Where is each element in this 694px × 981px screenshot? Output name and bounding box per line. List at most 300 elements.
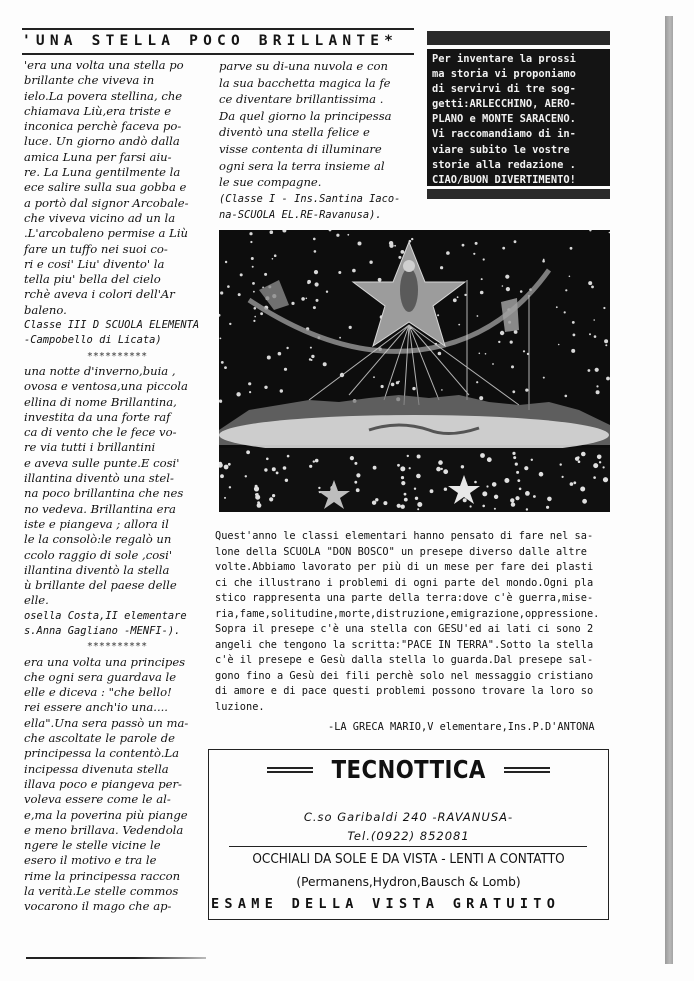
star-dot [573,334,576,337]
advert-divider [229,846,587,847]
star-dot [372,501,376,505]
star-dot [597,455,602,460]
story-line: incipessa divenuta stella [24,761,169,776]
star-dot [593,476,596,479]
story-line: e meno brillava. Vedendola [24,822,184,837]
star-dot [458,324,460,326]
star-dot [603,307,605,309]
star-dot [473,253,475,255]
star-dot [462,244,465,247]
star-dot [498,341,500,343]
star-dot [278,352,282,356]
article-line: Quest'anno le classi elementari hanno pensato di fare nel sa- [215,530,594,542]
star-dot [255,495,260,500]
star-dot [286,347,288,349]
story-line: ccolo raggio di sole ,cosi' [24,547,173,562]
star-dot [524,466,528,470]
star-dot [310,347,312,349]
star-dot [254,307,257,310]
star-dot [224,366,227,369]
star-dot [415,497,418,500]
info-line: Per inventare la prossi [432,53,576,65]
star-dot [594,335,597,338]
star-dot [547,497,552,502]
star-dot [569,276,571,278]
star-dot [236,392,240,396]
star-dot [486,485,488,487]
star-dot [381,385,384,388]
star-dot [596,385,598,387]
star-dot [252,266,254,268]
star-dot [238,293,241,296]
star-dot [313,460,315,462]
star-dot [229,486,231,488]
star-dot [274,254,277,257]
article-line: ci che illustrano i problemi di ogni parte del mondo.Ogni pla [215,576,594,589]
star-dot [315,459,319,463]
story-line: re. La Luna gentilmente la [24,165,181,180]
story-line: diventò una stella felice e [219,125,370,140]
star-dot [542,260,545,263]
star-dot [417,455,421,459]
article-signature: -LA GRECA MARIO,V elementare,Ins.P.D'ANTONA [328,721,595,733]
star-dot [269,497,273,501]
story-signature: Classe III D SCUOLA ELEMENTA [24,319,200,332]
star-dot [250,241,252,243]
star-dot [492,363,494,365]
story-line: fare un tuffo nei suoi co- [24,241,168,256]
star-dot [314,250,317,253]
star-dot [284,368,287,371]
star-dot [254,486,259,491]
story-line: ù brillante del paese delle [24,578,177,593]
star-dot [407,455,409,457]
star-dot [276,472,279,475]
star-dot [533,495,536,498]
star-dot [595,368,599,372]
star-dot [511,502,515,506]
left-column [24,58,210,915]
star-dot [494,495,498,499]
story-line: no vedeva. Brillantina era [24,501,176,516]
story-line: rime la principessa raccon [24,868,181,883]
star-dot [417,508,419,510]
star-dot [500,331,504,335]
star-dot [512,390,515,393]
advert-phone: Tel.(0922) 852081 [347,829,470,843]
star-dot [506,287,510,291]
star-dot [565,395,568,398]
story-line: tella piu' bella del cielo [24,272,161,287]
star-dot [502,285,504,287]
story-line: le la consolò:le regalò un [24,532,172,547]
star-dot [285,479,288,482]
star-dot [220,338,222,340]
star-dot [481,278,483,280]
info-line: CIAO/BUON DIVERTIMENTO! [432,173,576,186]
story-line: visse contenta di illuminare [219,141,382,156]
star-dot [461,465,464,468]
star-dot [248,382,251,385]
star-dot [401,250,405,254]
star-dot [252,282,255,285]
info-box-text [432,52,608,188]
star-dot [525,389,528,392]
star-dot [441,389,443,391]
article-line: Sopra il presepe c'è una stella con GESU'ed ai lati ci sono 2 [215,623,594,635]
star-dot [280,389,283,392]
star-dot [220,474,224,478]
star-dot [224,497,226,499]
star-dot [525,491,530,496]
star-dot [412,387,415,390]
star-dot [356,488,360,492]
star-dot [246,450,250,454]
article-line: gono fino a Gesù dei fili perchè solo nel messaggio cristiano [215,669,594,682]
star-dot [416,474,421,479]
star-dot [287,455,290,458]
star-dot [401,476,404,479]
star-dot [440,266,443,269]
star-dot [224,465,229,470]
star-dot [543,377,545,379]
star-dot [519,488,522,491]
star-dot [358,242,362,246]
star-dot [599,461,601,463]
star-dot [573,481,576,484]
star-dot [523,350,525,352]
star-dot [313,238,316,241]
star-dot [483,258,485,260]
story-line: baleno. [24,302,67,317]
star-dot [227,285,230,288]
tecnottica-advert [208,749,609,920]
star-dot [398,381,400,383]
decorative-double-rule [504,767,550,773]
star-dot [373,466,377,470]
nativity-photo [219,230,610,512]
star-dot [578,460,581,463]
star-dot [582,499,587,504]
star-dot [457,296,459,298]
star-dot [546,506,549,509]
star-dot [593,319,595,321]
star-dot [339,337,341,339]
story-line: elle. [24,593,49,608]
star-dot [245,475,247,477]
bottom-rule [26,957,206,959]
star-dot [314,270,318,274]
star-dot [514,240,517,243]
info-box [427,31,610,199]
star-dot [565,289,567,291]
story-line: voleva essere come le al- [24,792,171,807]
star-dot [480,453,485,458]
middle-column [219,58,415,224]
star-dot [375,498,378,501]
star-dot [398,256,401,259]
star-dot [257,503,262,508]
star-dot [505,275,509,279]
star-dot [443,469,448,474]
info-box-gap [427,45,610,49]
info-line: PLANO e MONTE SARACENO. [432,113,576,126]
star-dot [571,349,575,353]
story-line: le sue compagne. [219,175,322,190]
star-dot [301,297,305,301]
star-dot [438,352,442,356]
star-dot [482,491,487,496]
article-line: ria,fame,solitudine,morte,distruzione,emigrazione,oppressione. [215,607,600,620]
star-dot [409,467,411,469]
star-dot [228,463,231,466]
decorative-double-rule [267,767,313,773]
story-signature: na-SCUOLA EL.RE-Ravanusa). [219,209,382,222]
separator: ********** [86,641,148,653]
story-line: a portò dal signor Arcobale- [24,195,189,210]
story-line: ri e cosi' Liu' divento' la [24,256,165,271]
star-dot [383,501,387,505]
star-dot [264,273,267,276]
star-dot [492,482,497,487]
star-dot [591,286,594,289]
info-line: Vi raccomandiamo di in- [432,128,576,141]
story-line: ce diventare brillantissima . [219,92,384,107]
story-line: illava poco e piangeva per- [24,776,182,791]
article-line: volte.Abbiamo lavorato per più di un mese per fare dei plasti [215,561,594,573]
story-signature: osella Costa,II elementare [24,609,187,622]
star-dot [400,466,405,471]
star-dot [596,390,600,394]
star-dot [369,261,372,264]
star-dot [526,508,528,510]
story-line: ogni sera la terra insieme al [219,158,385,173]
advert-products: OCCHIALI DA SOLE E DA VISTA - LENTI A CONTATTO [252,852,565,867]
star-dot [605,344,607,346]
star-dot [470,505,472,507]
star-dot [397,504,401,508]
star-dot [417,502,422,507]
scan-edge-shadow [665,16,673,964]
star-dot [404,498,408,502]
star-dot [570,482,574,486]
advert-offer: ESAME DELLA VISTA GRATUITO [211,896,561,912]
star-dot [564,311,566,313]
star-dot [446,251,450,255]
star-dot [515,496,519,500]
star-dot [318,487,320,489]
star-dot [240,273,243,276]
story-line: ca di vento che le fece vo- [24,425,177,440]
story-line: 'era una volta una stella po [24,58,184,72]
star-dot [510,341,513,344]
star-dot [504,478,509,483]
star-dot [558,344,560,346]
star-dot [414,488,416,490]
star-dot [229,323,231,325]
star-dot [441,468,443,470]
star-dot [266,458,269,461]
star-dot [354,462,357,465]
star-dot [588,369,591,372]
star-dot [476,381,478,383]
story-line: ielo.La povera stellina, che [24,88,183,103]
story-line: parve su di-una nuvola e con [219,59,388,73]
star-dot [264,386,267,389]
star-dot [575,457,579,461]
advert-address: C.so Garibaldi 240 -RAVANUSA- [303,810,514,824]
star-dot [479,353,481,355]
article-line: di amore e di pace questi problemi possono trovare la loro so [215,685,594,697]
star-dot [272,467,276,471]
star-dot [581,452,586,457]
star-dot [562,476,564,478]
headline-rule-bottom [22,53,414,55]
story-line: illantina diventò una stel- [24,471,174,486]
story-line: rchè aveva i colori dell'Ar [24,287,175,302]
story-line: elle e diceva : "che bello! [24,685,172,700]
star-dot [313,306,316,309]
story-principessa-part1 [24,655,210,915]
article-line: angeli che tengono la scritta:"PACE IN TERRA".Sotto la stella [215,638,594,651]
star-dot [556,306,558,308]
star-dot [482,505,485,508]
story-line: ece salire sulla sua gobba e [24,180,187,195]
story-signature: -Campobello di Licata) [24,334,162,347]
star-dot [270,230,274,234]
star-dot [593,463,598,468]
info-box-band [427,189,610,199]
star-dot [397,464,400,467]
star-dot [480,291,484,295]
star-dot [311,355,314,358]
story-line: che ogni sera guardava le [24,669,177,684]
star-dot [463,498,467,502]
star-dot [510,498,514,502]
star-dot [291,302,294,305]
headline-rule-top [22,28,414,30]
star-dot [515,463,518,466]
star-dot [513,456,516,459]
star-dot [394,245,396,247]
star-dot [356,473,360,477]
story-line: la sua bacchetta magica la fe [219,75,391,90]
star-dot [373,376,375,378]
star-dot [378,278,382,282]
info-line: getti:ARLECCHINO, AERO- [432,98,576,111]
story-signature: s.Anna Gagliano -MENFI-). [24,624,181,637]
star-dot [603,477,608,482]
star-dot [350,456,354,460]
star-dot [560,463,562,465]
star-dot [487,457,492,462]
article-line: stico rappresenta una parte della terra:dove c'è guerra,mise- [215,592,594,604]
story-line: ellina di nome Brillantina, [24,394,177,409]
star-dot [570,247,573,250]
star-dot [411,238,413,240]
info-line: ma storia vi proponiamo [432,68,576,81]
star-dot [225,261,227,263]
story-signature: (Classe I - Ins.Santina Iaco- [219,192,401,205]
star-dot [309,358,311,360]
story-line: vocarono il mago che ap- [24,899,172,914]
star-dot [306,298,308,300]
star-dot [254,316,256,318]
star-dot [307,282,310,285]
star-dot [315,282,319,286]
star-dot [253,291,255,293]
advert-business-name: TECNOTTICA [331,755,486,784]
star-dot [251,257,254,260]
story-line: una notte d'inverno,buia , [24,363,176,378]
story-line: la verità.Le stelle commos [24,884,179,899]
story-line: illantina diventò la stella [24,562,170,577]
separator: ********** [86,350,148,362]
advert-title-row [209,755,608,784]
star-dot [391,383,395,387]
star-dot [606,377,610,381]
star-dot [354,481,357,484]
star-dot [539,472,544,477]
star-dot [512,452,515,455]
star-dot [260,312,263,315]
star-dot [436,467,441,472]
star-dot [437,314,439,316]
star-dot [253,320,255,322]
story-line: brillante che viveva in [24,73,155,88]
story-line: chiamava Liù,era triste e [24,103,172,118]
star-dot [347,234,349,236]
star-dot [494,508,496,510]
star-dot [502,247,505,250]
story-line: iste e piangeva ; allora il [24,516,169,531]
presepe-article [215,529,615,715]
star-dot [572,321,575,324]
story-line: luce. Un giorno andò dalla [24,134,180,149]
star-dot [323,362,327,366]
story-line: re via tutti i brillantini [24,440,156,455]
star-dot [389,241,393,245]
star-dot [479,396,483,400]
star-dot [267,356,271,360]
star-dot [589,333,591,335]
star-dot [401,481,405,485]
star-dot [221,361,224,364]
star-dot [475,242,478,245]
star-dot [349,326,352,329]
star-dot [531,459,533,461]
story-line: principessa la contentò.La [24,746,180,761]
story-line: che viveva vicino ad un la [24,210,176,225]
article-line: lone della SCUOLA "DON BOSCO" un presepe diverso dalle altre [215,545,587,558]
star-dot [477,315,479,317]
info-line: di servirvi di tre sog- [432,83,576,96]
story-line: che ascoltate le parole de [24,731,175,746]
star-dot [336,234,339,237]
story-line: e,ma la poverina più piange [24,807,188,822]
info-box-band [427,31,610,45]
headline: 'UNA STELLA POCO BRILLANTE* [22,33,399,49]
star-dot [444,488,447,491]
star-dot [453,298,457,302]
star-dot [404,493,407,496]
star-dot [516,471,519,474]
nativity-photo-drawing [219,230,610,512]
star-dot [272,258,274,260]
star-dot [401,505,405,509]
story-line: .L'arcobaleno permise a Liù [24,226,189,241]
story-line: inconica perchè faceva po- [24,119,182,134]
